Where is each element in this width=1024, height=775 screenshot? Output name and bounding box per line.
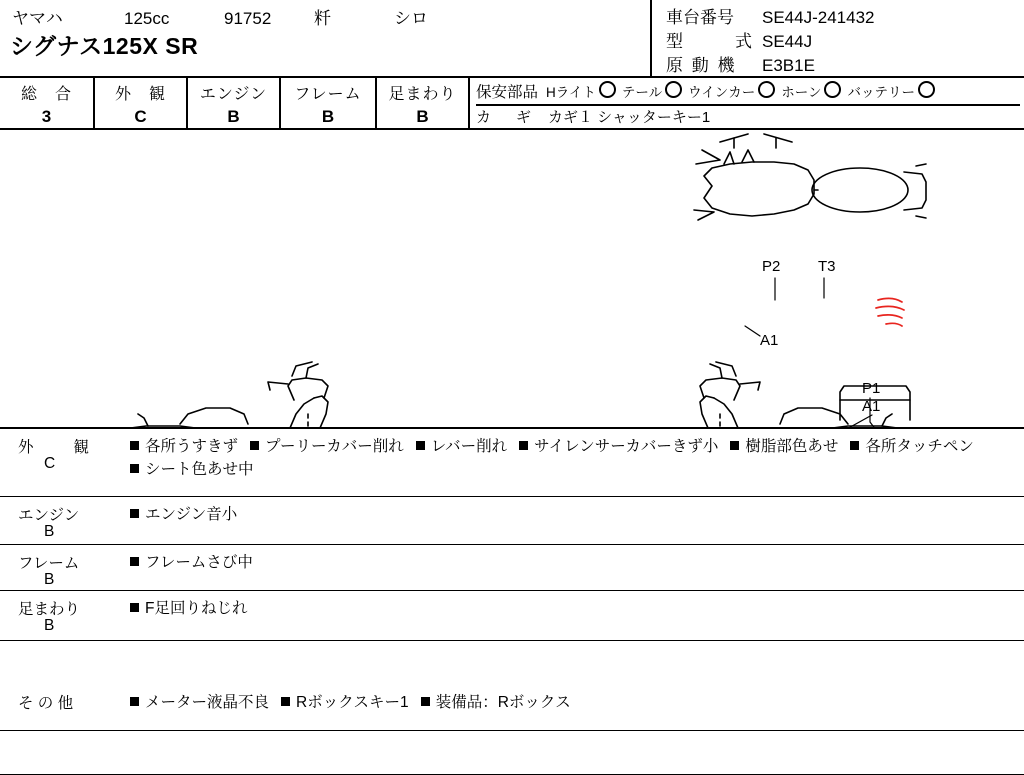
ok-circle-icon <box>918 81 935 98</box>
condition-table <box>0 429 1024 775</box>
bullet-square-icon <box>281 697 290 706</box>
bullet-square-icon <box>130 697 139 706</box>
grade-cell-engine <box>188 78 281 128</box>
condition-item-text: メーター液晶不良 <box>145 694 270 711</box>
condition-items <box>130 591 1024 628</box>
grade-label: 総 合 <box>20 86 72 103</box>
mileage-value: 91752 <box>224 9 272 28</box>
type-label: 型 式 <box>666 32 758 51</box>
safety-parts-title: 保安部品 <box>476 84 539 101</box>
engine-label: 原 動 機 <box>666 56 737 75</box>
model-name: シグナス125X SR <box>10 33 199 59</box>
key-label: カ ギ <box>476 109 537 126</box>
condition-items <box>130 429 1024 489</box>
safety-item-label: ホーン <box>781 85 822 100</box>
grade-cell-suspension <box>377 78 470 128</box>
condition-item-text: フレームさび中 <box>145 554 253 571</box>
condition-row-other <box>0 685 1024 731</box>
safety-parts-section <box>470 78 1024 128</box>
condition-item <box>850 435 974 458</box>
key-value: カギ１ シャッターキー1 <box>548 109 711 126</box>
safety-item-winker <box>688 81 775 101</box>
safety-item-taillight <box>622 81 682 101</box>
grade-cell-frame <box>281 78 377 128</box>
bullet-square-icon <box>130 509 139 518</box>
diagram-label: A1 <box>862 398 881 415</box>
condition-item <box>421 691 571 714</box>
condition-item-text: Rボックスキー1 <box>296 694 409 711</box>
vin-row <box>666 3 874 28</box>
bullet-square-icon <box>130 464 139 473</box>
condition-row-frame <box>0 545 1024 591</box>
ok-circle-icon <box>758 81 775 98</box>
condition-title: フレーム <box>18 555 80 572</box>
condition-item-text: エンジン音小 <box>145 506 238 523</box>
condition-grade: B <box>44 523 55 540</box>
header <box>0 0 1024 78</box>
bullet-square-icon <box>730 441 739 450</box>
grades-row <box>0 78 1024 130</box>
condition-item <box>250 435 404 458</box>
condition-item <box>130 597 247 620</box>
condition-grade: B <box>44 571 55 588</box>
condition-grade: C <box>44 455 56 472</box>
ok-circle-icon <box>665 81 682 98</box>
condition-title: エンジン <box>18 507 80 524</box>
condition-item-text: F足回りねじれ <box>145 600 248 617</box>
diagram-label: A1 <box>760 332 779 349</box>
safety-parts-row <box>476 80 1020 106</box>
safety-item-label: ウインカー <box>688 85 756 100</box>
condition-item <box>130 551 253 574</box>
safety-item-battery <box>847 81 935 101</box>
condition-item <box>130 435 238 458</box>
maker-row <box>12 4 428 29</box>
type-value: SE44J <box>762 32 813 51</box>
condition-items <box>130 685 1024 722</box>
condition-grade: B <box>44 617 55 634</box>
body-color: シロ <box>394 9 428 28</box>
grade-label: エンジン <box>199 86 268 103</box>
engine-value: E3B1E <box>762 56 815 75</box>
mileage-unit: 粁 <box>314 9 331 28</box>
blank-row <box>0 731 1024 775</box>
condition-item-text: 各所うすきず <box>145 438 239 455</box>
grade-value: B <box>227 107 240 126</box>
condition-item <box>730 435 838 458</box>
displacement: 125cc <box>124 9 170 28</box>
damage-diagram <box>0 130 1024 429</box>
bullet-square-icon <box>519 441 528 450</box>
condition-row-suspension <box>0 591 1024 641</box>
condition-item-text: レバー削れ <box>430 438 508 455</box>
diagram-label: P2 <box>762 258 781 275</box>
condition-items <box>130 545 1024 582</box>
grade-value: C <box>134 107 147 126</box>
condition-row-engine <box>0 497 1024 545</box>
grade-cell-total <box>0 78 95 128</box>
ok-circle-icon <box>599 81 616 98</box>
bullet-square-icon <box>130 441 139 450</box>
vin-value: SE44J-241432 <box>762 8 875 27</box>
safety-item-horn <box>781 81 841 101</box>
bullet-square-icon <box>421 697 430 706</box>
condition-title: 外 観 <box>18 439 93 456</box>
condition-item <box>281 691 409 714</box>
condition-item <box>416 435 507 458</box>
bullet-square-icon <box>250 441 259 450</box>
safety-item-label: テール <box>621 85 663 100</box>
grade-cell-exterior <box>95 78 188 128</box>
safety-item-label: バッテリー <box>847 85 915 100</box>
bullet-square-icon <box>850 441 859 450</box>
type-row <box>666 27 812 52</box>
condition-item-text: 樹脂部色あせ <box>745 438 839 455</box>
diagram-label: T3 <box>818 258 836 275</box>
vin-label: 車台番号 <box>666 8 734 27</box>
bullet-square-icon <box>130 557 139 566</box>
grade-label: 足まわり <box>388 86 457 103</box>
bullet-square-icon <box>130 603 139 612</box>
condition-item <box>519 435 718 458</box>
condition-title: そ の 他 <box>18 695 74 712</box>
condition-item <box>130 458 254 481</box>
condition-items <box>130 497 1024 534</box>
header-right <box>650 0 1024 76</box>
grade-label: 外 観 <box>114 86 166 103</box>
bullet-square-icon <box>416 441 425 450</box>
grade-value: 3 <box>41 107 52 126</box>
grade-value: B <box>416 107 429 126</box>
grade-label: フレーム <box>294 86 362 103</box>
condition-item <box>130 691 269 714</box>
maker-name: ヤマハ <box>12 9 63 28</box>
safety-item-label: Hライト <box>546 85 596 100</box>
condition-item-text: プーリーカバー削れ <box>265 438 404 455</box>
header-left <box>0 0 650 76</box>
condition-item-text: シート色あせ中 <box>145 461 254 478</box>
safety-item-headlight <box>546 81 616 101</box>
condition-item-text: サイレンサーカバーきず小 <box>534 438 719 455</box>
condition-title: 足まわり <box>18 601 81 618</box>
condition-item <box>130 503 237 526</box>
condition-item-text: 装備品：Rボックス <box>435 694 571 711</box>
ok-circle-icon <box>824 81 841 98</box>
key-row <box>476 106 710 127</box>
spacer-row <box>0 641 1024 685</box>
grade-value: B <box>321 107 335 126</box>
condition-item-text: 各所タッチペン <box>865 438 974 455</box>
diagram-label: P1 <box>862 380 881 397</box>
condition-row-exterior <box>0 429 1024 497</box>
engine-row <box>666 51 815 76</box>
